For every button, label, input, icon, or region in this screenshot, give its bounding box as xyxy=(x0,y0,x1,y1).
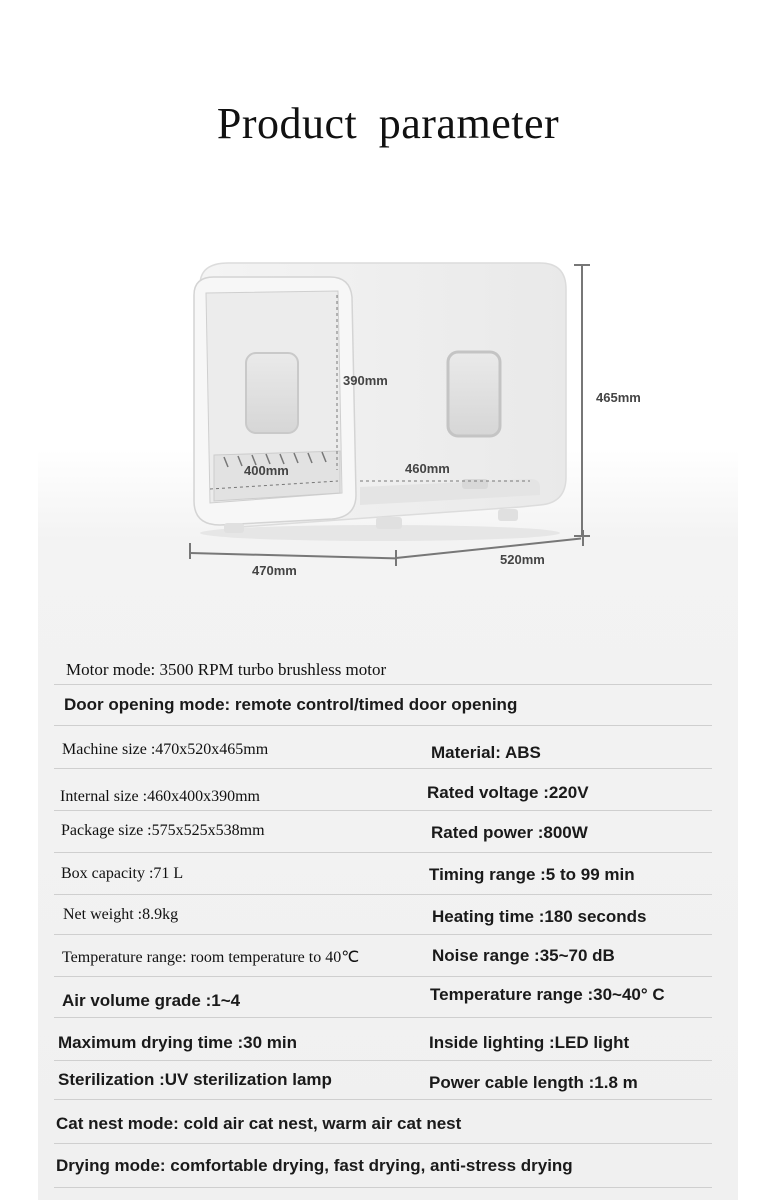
spec-row xyxy=(54,976,712,1018)
spec-temp-range-room: Temperature range: room temperature to 40℃ xyxy=(62,949,360,966)
spec-row xyxy=(54,1143,712,1188)
spec-box-capacity: Box capacity :71 L xyxy=(61,865,184,882)
pet-dryer-drawing xyxy=(180,255,580,555)
dim-width-outer: 470mm xyxy=(252,563,297,578)
spec-temp-range: Temperature range :30~40° C xyxy=(430,985,665,1004)
spec-row xyxy=(54,934,712,977)
product-illustration xyxy=(180,255,580,555)
spec-row xyxy=(54,1017,712,1061)
depth-dim-cap-right xyxy=(582,530,584,546)
spec-row xyxy=(54,1099,712,1144)
spec-heating-time: Heating time :180 seconds xyxy=(432,907,647,926)
spec-air-volume: Air volume grade :1~4 xyxy=(62,991,241,1010)
spec-internal-size: Internal size :460x400x390mm xyxy=(60,788,260,805)
spec-drying-mode: Drying mode: comfortable drying, fast drying, anti-stress drying xyxy=(56,1156,573,1175)
spec-net-weight: Net weight :8.9kg xyxy=(63,906,179,923)
page-title: Product parameter xyxy=(216,99,560,148)
width-dim-cap-left xyxy=(189,543,191,559)
dim-height-total: 465mm xyxy=(596,390,641,405)
spec-rated-voltage: Rated voltage :220V xyxy=(427,783,589,802)
spec-power-cable: Power cable length :1.8 m xyxy=(429,1073,638,1092)
spec-row xyxy=(54,768,712,811)
spec-machine-size: Machine size :470x520x465mm xyxy=(62,741,269,758)
spec-motor: Motor mode: 3500 RPM turbo brushless motor xyxy=(66,660,387,679)
height-dim-line xyxy=(581,264,583,536)
spec-inside-lighting: Inside lighting :LED light xyxy=(429,1033,630,1052)
spec-noise-range: Noise range :35~70 dB xyxy=(432,946,615,965)
spec-row xyxy=(54,1060,712,1100)
depth-dim-cap-mid xyxy=(395,550,397,566)
spec-timing-range: Timing range :5 to 99 min xyxy=(429,865,635,884)
spec-door: Door opening mode: remote control/timed door opening xyxy=(64,695,518,714)
height-dim-cap-top xyxy=(574,264,590,266)
dim-width-inner: 460mm xyxy=(405,461,450,476)
spec-material: Material: ABS xyxy=(431,743,541,762)
spec-package-size: Package size :575x525x538mm xyxy=(61,822,265,839)
spec-sterilization: Sterilization :UV sterilization lamp xyxy=(58,1070,332,1089)
spec-max-drying: Maximum drying time :30 min xyxy=(58,1033,297,1052)
spec-row xyxy=(54,684,712,726)
spec-cat-nest: Cat nest mode: cold air cat nest, warm air cat nest xyxy=(56,1114,462,1133)
spec-rated-power: Rated power :800W xyxy=(431,823,588,842)
spec-row xyxy=(54,725,712,769)
dim-height-inner: 390mm xyxy=(343,373,388,388)
spec-row xyxy=(54,648,712,685)
spec-row xyxy=(54,852,712,895)
spec-row xyxy=(54,810,712,853)
dim-depth-outer: 520mm xyxy=(500,552,545,567)
spec-row xyxy=(54,894,712,935)
dim-depth-inner: 400mm xyxy=(244,463,289,478)
